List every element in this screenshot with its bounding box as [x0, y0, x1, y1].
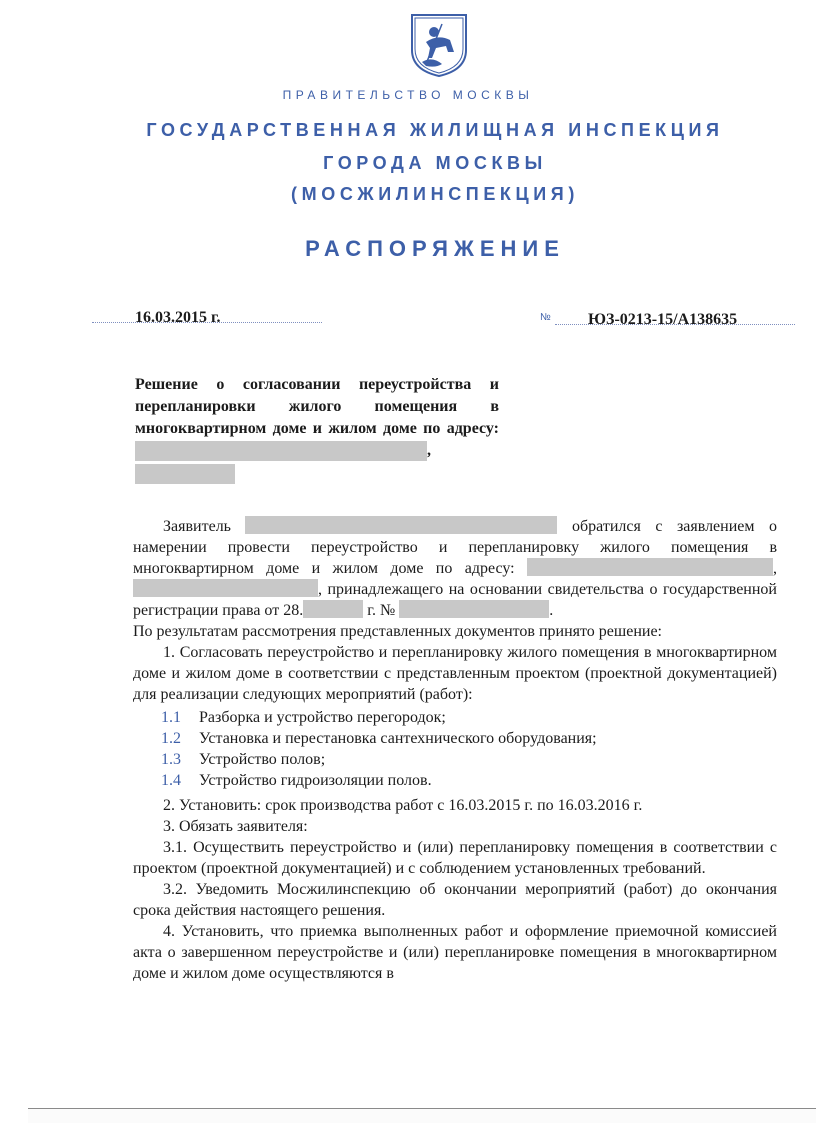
- redacted-reg-number: [399, 600, 549, 618]
- government-name: ПРАВИТЕЛЬСТВО МОСКВЫ: [282, 88, 534, 102]
- document-body: [133, 516, 777, 984]
- moscow-coat-of-arms-icon: [408, 12, 470, 78]
- item-3: 3. Обязать заявителя:: [163, 818, 308, 835]
- list-item-text: Устройство гидроизоляции полов.: [199, 772, 432, 789]
- list-item-text: Разборка и устройство перегородок;: [199, 709, 446, 726]
- applicant-paragraph: [133, 516, 777, 621]
- agency-title-line3: (МОСЖИЛИНСПЕКЦИЯ): [291, 184, 579, 204]
- redacted-applicant: [245, 516, 557, 534]
- list-item: [133, 770, 777, 791]
- list-item-number: 1.1: [161, 709, 181, 726]
- item-1: 1. Согласовать переустройство и перепланировку жилого помещения в многоквартирном доме и жилом доме в соответствии с представленным проектом (проектной документацией) для реализации следующих мероприятий (работ):: [133, 644, 777, 703]
- agency-title-line2: ГОРОДА МОСКВЫ: [323, 153, 547, 173]
- redacted-date: [303, 600, 363, 618]
- redacted-address-cont: [135, 464, 235, 484]
- subject-block: [135, 374, 499, 484]
- address-comma: ,: [773, 560, 778, 577]
- list-item-text: Устройство полов;: [199, 751, 326, 768]
- belonging-text: , принадлежащего на основании свидетельства о государственной регистрации права от 28.: [133, 581, 777, 619]
- redacted-address-3: [133, 579, 318, 597]
- reg-number-label: г. №: [367, 602, 396, 619]
- result-line: По результатам рассмотрения представленных документов принято решение:: [133, 623, 662, 640]
- item-4: 4. Установить, что приемка выполненных работ и оформление приемочной комиссией акта о завершенном переустройстве и (или) перепланировке помещения в многоквартирном доме и жилом доме осуществляются в: [133, 923, 777, 982]
- date-underline: [92, 322, 322, 323]
- redacted-address-2: [527, 558, 773, 576]
- period: .: [549, 602, 554, 619]
- number-sign: №: [540, 312, 551, 323]
- item-2: 2. Установить: срок производства работ с 16.03.2015 г. по 16.03.2016 г.: [163, 797, 643, 814]
- applicant-label: Заявитель: [163, 518, 231, 535]
- document-type-title: РАСПОРЯЖЕНИЕ: [305, 236, 565, 261]
- subitems-list: [133, 707, 777, 791]
- applicant-text: обратился с заявлением о намерении провести переустройство и перепланировку жилого помещения в многоквартирном доме и жилом доме по адресу:: [133, 518, 778, 577]
- list-item-number: 1.4: [161, 772, 181, 789]
- redacted-address: [135, 441, 427, 461]
- item-3-1: 3.1. Осуществить переустройство и (или) перепланировку помещения в соответствии с проектом (проектной документацией) и с соблюдением установленных требований.: [133, 839, 777, 877]
- document-number: ЮЗ-0213-15/А138635: [588, 311, 738, 328]
- number-underline: [555, 324, 795, 325]
- list-item-number: 1.3: [161, 751, 181, 768]
- document-date: 16.03.2015 г.: [135, 309, 221, 326]
- page-bottom-edge: [28, 1108, 816, 1123]
- subject-text: Решение о согласовании переустройства и перепланировки жилого помещения в многоквартирном доме и жилом доме по адресу:: [135, 376, 499, 437]
- list-item-number: 1.2: [161, 730, 181, 747]
- list-item-text: Установка и перестановка сантехнического оборудования;: [199, 730, 597, 747]
- list-item: [133, 707, 777, 728]
- list-item: [133, 749, 777, 770]
- agency-title-line1: ГОСУДАРСТВЕННАЯ ЖИЛИЩНАЯ ИНСПЕКЦИЯ: [146, 120, 724, 140]
- item-3-2: 3.2. Уведомить Мосжилинспекцию об окончании мероприятий (работ) до окончания срока действия настоящего решения.: [133, 881, 777, 919]
- list-item: [133, 728, 777, 749]
- subject-comma: ,: [427, 442, 431, 459]
